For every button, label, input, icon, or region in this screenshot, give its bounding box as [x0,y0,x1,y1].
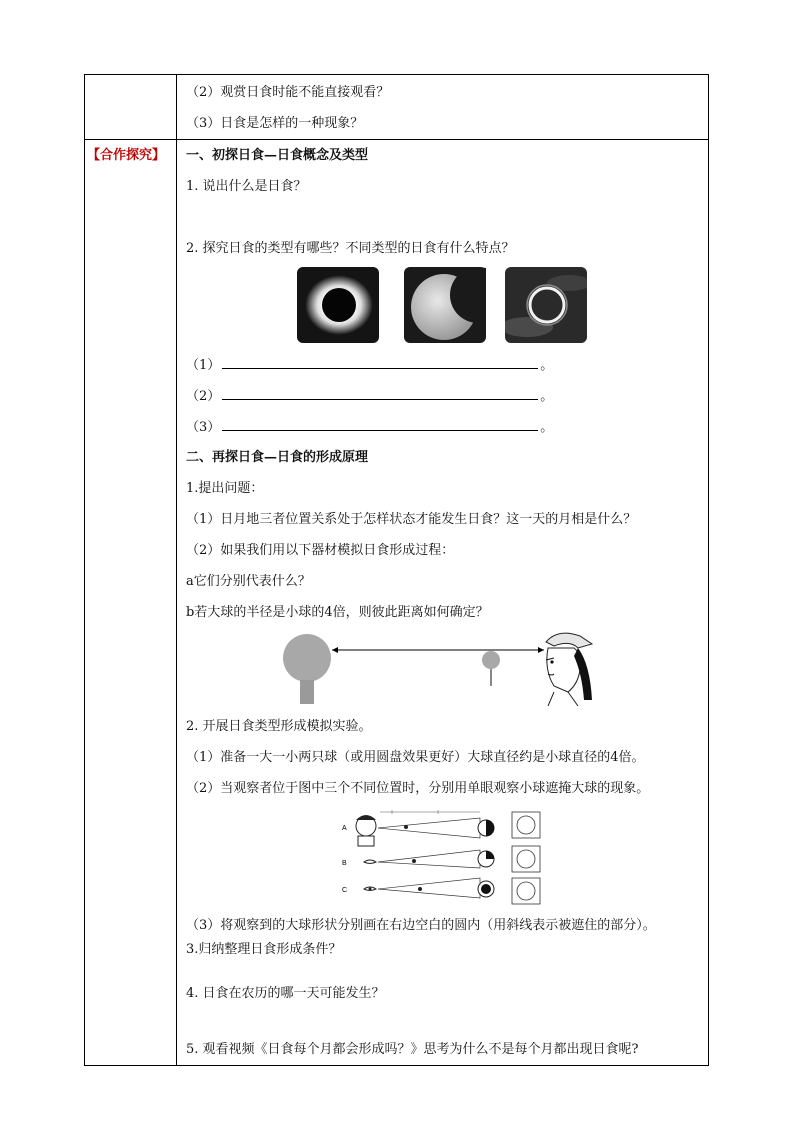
blank-line-2[interactable]: （2） 。 [186,389,554,404]
column-divider [176,75,177,1065]
position-label-b: B [342,860,347,867]
part2-step-1-a: a它们分别代表什么？ [186,574,311,589]
top-question-3: （3）日食是怎样的一种现象？ [186,116,364,131]
part2-step-1-q2: （2）如果我们用以下器材模拟日食形成过程： [186,543,455,558]
part1-question-2: 2. 探究日食的类型有哪些？不同类型的日食有什么特点？ [186,241,515,256]
observer-figure [546,633,592,706]
position-label-c: C [342,887,348,894]
position-label-a: A [342,825,347,832]
answer-blank-1[interactable] [222,356,538,369]
part2-step-2-3: （3）将观察到的大球形状分别画在右边空白的圆内（用斜线表示被遮住的部分）。 [186,918,656,933]
answer-blank-3[interactable] [222,418,538,431]
partial-eclipse-photo [404,267,486,343]
ball-model-diagram [278,630,603,706]
part2-step-1-b: b若大球的半径是小球的4倍，则彼此距离如何确定？ [186,605,489,620]
section-label: 【合作探究】 [87,148,166,163]
part2-step-4: 4. 日食在农历的哪一天可能发生？ [186,986,385,1001]
annular-eclipse-photo [505,267,587,343]
part1-question-1: 1. 说出什么是日食？ [186,179,307,194]
part2-step-2: 2. 开展日食类型形成模拟实验。 [186,719,372,734]
part2-step-2-1: （1）准备一大一小两只球（或用圆盘效果更好）大球直径约是小球直径的4倍。 [186,750,645,765]
part2-heading: 二、再探日食—日食的形成原理 [186,450,369,465]
row-divider [85,139,708,140]
part2-step-5: 5. 观看视频《日食每个月都会形成吗？》思考为什么不是每个月都出现日食呢? [186,1042,639,1057]
part2-step-1: 1.提出问题： [186,481,264,496]
part1-heading: 一、初探日食—日食概念及类型 [186,148,369,163]
answer-blank-2[interactable] [222,387,538,400]
blank-line-1[interactable]: （1） 。 [186,358,554,373]
part2-step-3: 3.归纳整理日食形成条件？ [186,942,342,957]
part2-step-1-q1: （1）日月地三者位置关系处于怎样状态才能发生日食？这一天的月相是什么？ [186,512,637,527]
part2-step-2-2: （2）当观察者位于图中三个不同位置时，分别用单眼观察小球遮掩大球的现象。 [186,781,650,796]
observation-positions-diagram [340,806,550,908]
total-eclipse-photo [297,267,379,343]
top-question-2: （2）观赏日食时能不能直接观看？ [186,85,390,100]
blank-line-3[interactable]: （3） 。 [186,420,554,435]
